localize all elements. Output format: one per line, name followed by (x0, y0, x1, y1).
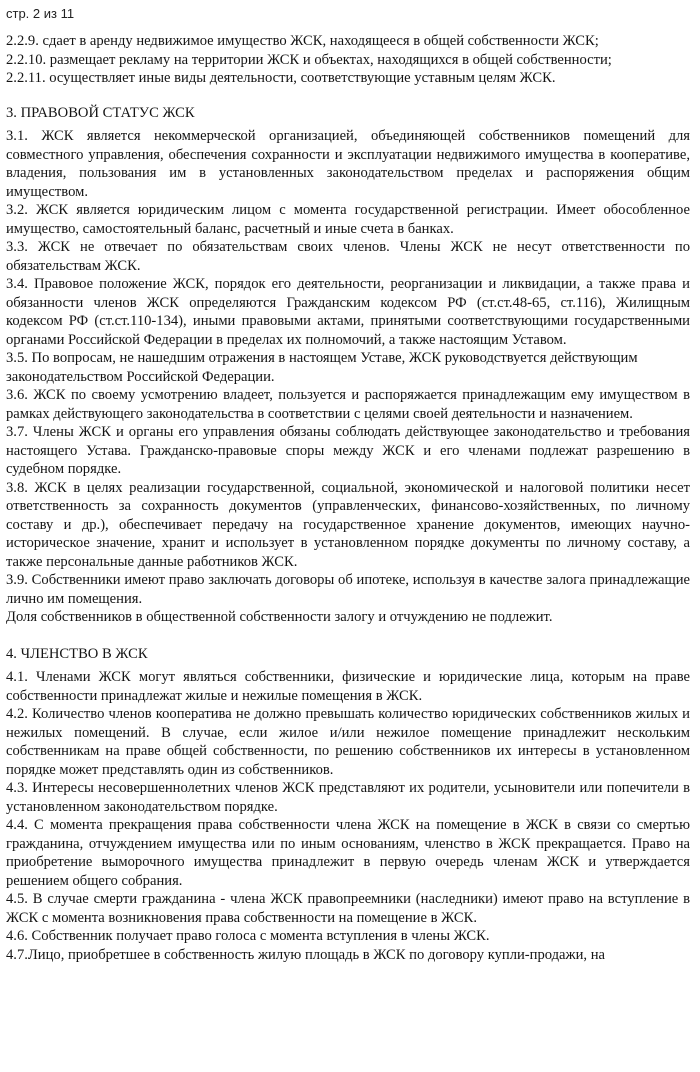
clause-3-9-note: Доля собственников в общественной собственности залогу и отчуждению не подлежит. (6, 609, 553, 625)
clause-4-6: 4.6. Собственник получает право голоса с момента вступления в члены ЖСК. (6, 928, 490, 944)
clause-2-2-9: 2.2.9. сдает в аренду недвижимое имущество ЖСК, находящееся в общей собственности ЖСК; (6, 33, 599, 49)
clause-4-4: 4.4. С момента прекращения права собственности члена ЖСК на помещение в ЖСК в связи со смертью гражданина, отчуждением имущества или по иным основаниям, членство в ЖСК прекращается. Право на приобретение выморочного имущества принадлежит в первую очередь членам ЖСК и утверждается решением общего собрания. (6, 817, 690, 889)
clause-3-6: 3.6. ЖСК по своему усмотрению владеет, пользуется и распоряжается принадлежащим ему имуществом в рамках действующего законодательства в соответствии с целями своей деятельности и назначением. (6, 387, 690, 422)
section-4-heading: 4. ЧЛЕНСТВО В ЖСК (6, 645, 148, 662)
clause-3-3: 3.3. ЖСК не отвечает по обязательствам своих членов. Члены ЖСК не несут ответственности по обязательствам ЖСК. (6, 239, 690, 274)
document-body (6, 32, 690, 964)
clause-4-5: 4.5. В случае смерти гражданина - члена ЖСК правопреемники (наследники) имеют право на вступление в ЖСК с момента возникновения права собственности на помещение в ЖСК. (6, 891, 690, 926)
clause-4-3: 4.3. Интересы несовершеннолетних членов ЖСК представляют их родители, усыновители или попечители в установленном законодательством порядке. (6, 780, 690, 815)
clause-4-7: 4.7.Лицо, приобретшее в собственность жилую площадь в ЖСК по договору купли-продажи, на (6, 946, 606, 963)
clause-3-7: 3.7. Члены ЖСК и органы его управления обязаны соблюдать действующее законодательство и требования настоящего Устава. Гражданско-правовые споры между ЖСК и его членами подлежат разрешению в судебном порядке. (6, 424, 690, 477)
clause-2-2-11: 2.2.11. осуществляет иные виды деятельности, соответствующие уставным целям ЖСК. (6, 70, 556, 86)
clause-4-1: 4.1. Членами ЖСК могут являться собственники, физические и юридические лица, которым на праве собственности принадлежат жилые и нежилые помещения в ЖСК. (6, 669, 690, 704)
page-counter: стр. 2 из 11 (6, 6, 75, 21)
clause-2-2-10: 2.2.10. размещает рекламу на территории ЖСК и объектах, находящихся в общей собственности; (6, 51, 612, 68)
clause-3-4: 3.4. Правовое положение ЖСК, порядок его деятельности, реорганизации и ликвидации, а также права и обязанности членов ЖСК определяются Гражданским кодексом РФ (ст.ст.48-65, ст.116), Жилищным кодексом РФ (ст.ст.110-134), иными правовыми актами, принятыми соответствующими государственными органами Российской Федерации в пределах их полномочий, а также настоящим Уставом. (6, 276, 690, 348)
clause-4-2: 4.2. Количество членов кооператива не должно превышать количество юридических собственников жилых и нежилых помещений. В случае, если жилое и/или нежилое помещение принадлежит нескольким собственникам на праве общей собственности, по решению собственников их интересы в установленном порядке может представлять один из собственников. (6, 706, 690, 778)
clause-3-9: 3.9. Собственники имеют право заключать договоры об ипотеке, используя в качестве залога принадлежащие лично им помещения. (6, 572, 690, 607)
section-3-heading: 3. ПРАВОВОЙ СТАТУС ЖСК (6, 104, 195, 121)
clause-3-2: 3.2. ЖСК является юридическим лицом с момента государственной регистрации. Имеет обособленное имущество, самостоятельный баланс, расчетный и иные счета в банках. (6, 202, 690, 237)
clause-3-1: 3.1. ЖСК является некоммерческой организацией, объединяющей собственников помещений для совместного управления, обеспечения сохранности и эксплуатации недвижимого имущества в кооперативе, владения, пользования им в установленных законодательством пределах и распоряжения общим имуществом. (6, 128, 690, 200)
clause-3-5: 3.5. По вопросам, не нашедшим отражения в настоящем Уставе, ЖСК руководствуется действующим законодательством Российской Федерации. (6, 350, 638, 385)
clause-3-8: 3.8. ЖСК в целях реализации государственной, социальной, экономической и налоговой политики несет ответственность за сохранность документов (управленческих, финансово-хозяйственных, по личному составу и др.), обеспечивает передачу на государственное хранение документов, имеющих научно-историческое значение, хранит и использует в установленном порядке документы по личному составу, а также персональные данные работников ЖСК. (6, 479, 690, 570)
